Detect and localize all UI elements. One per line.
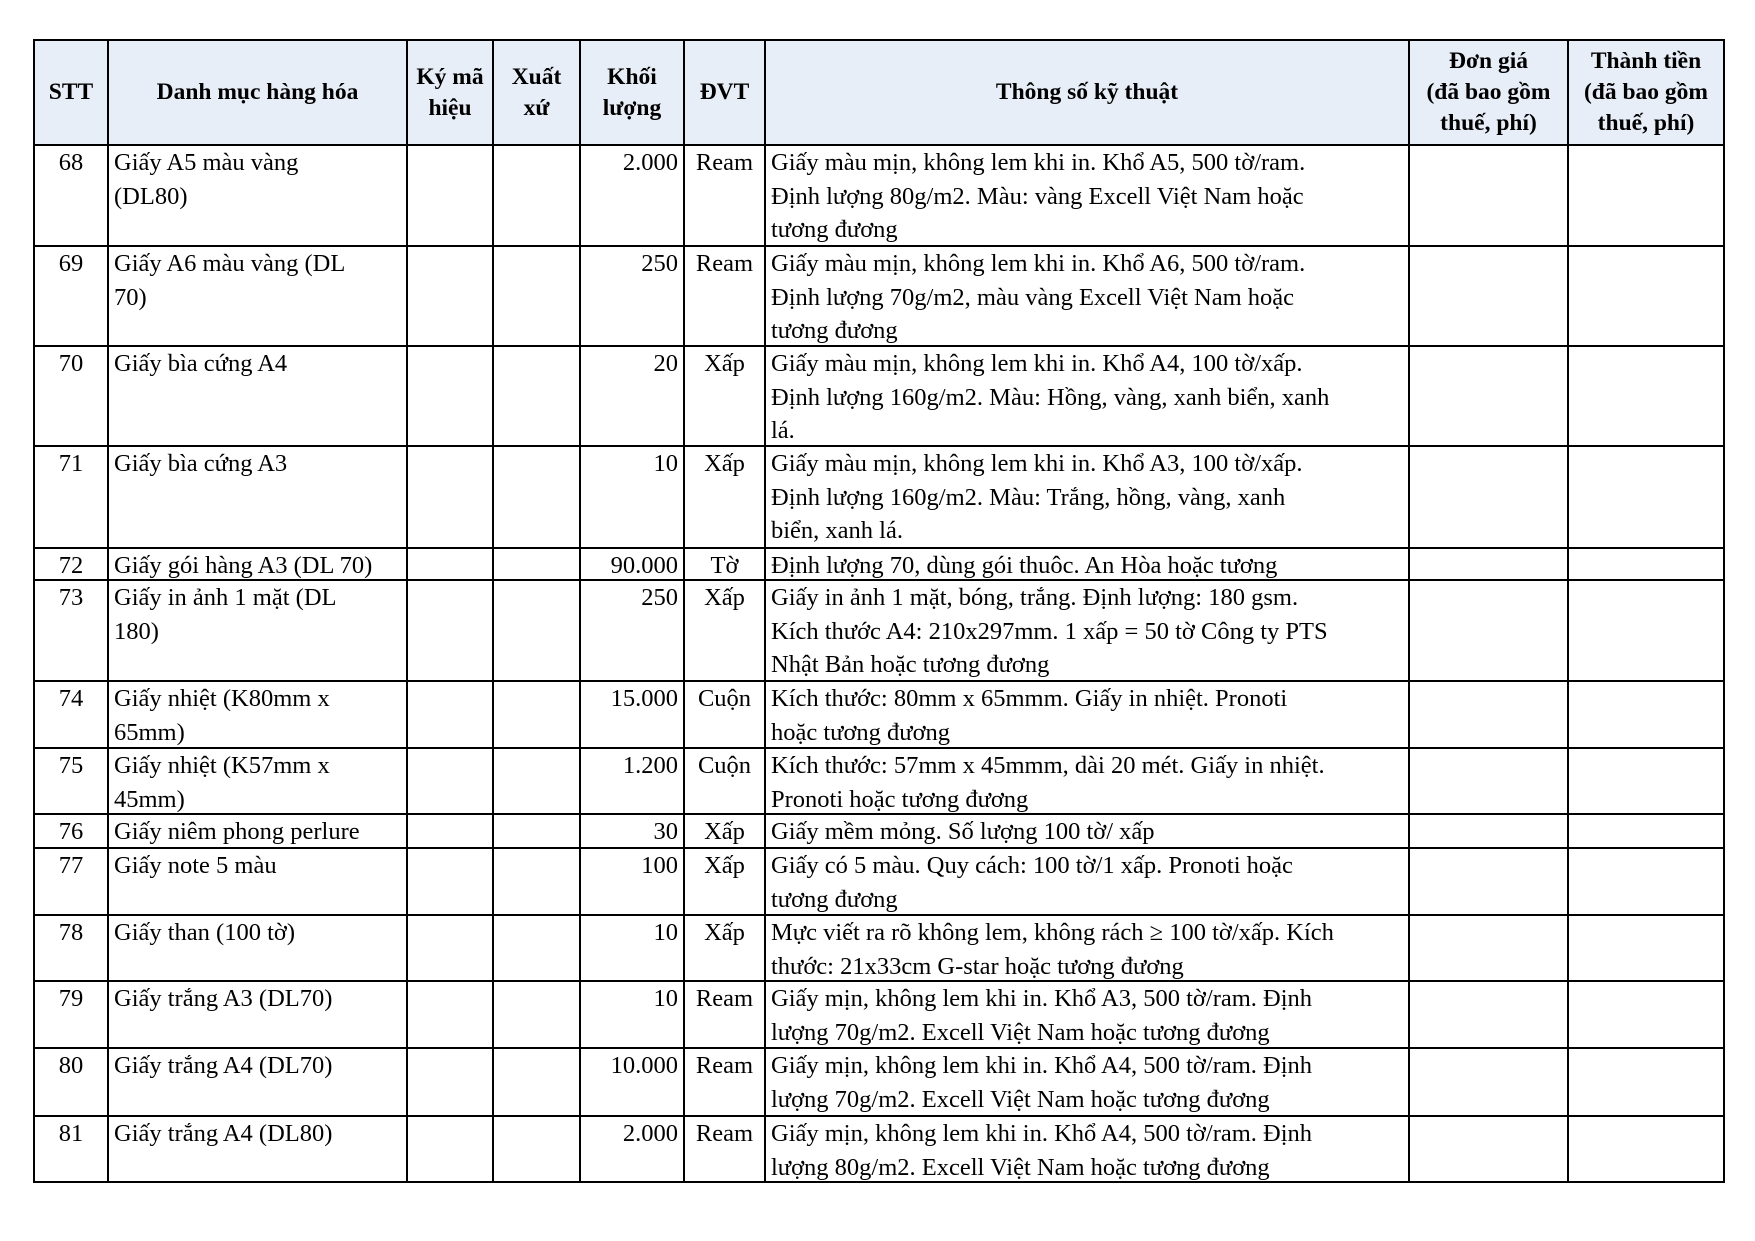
origin-text [499, 682, 574, 747]
table-row [34, 1116, 1724, 1182]
table-row [34, 246, 1724, 346]
name-text: Giấy nhiệt (K57mm x 45mm) [114, 752, 330, 813]
cell-spec [765, 915, 1409, 981]
spec-text: Giấy mịn, không lem khi in. Khổ A4, 500 tờ/ram. Định lượng 80g/m2. Excell Việt Nam hoặc tương đương [771, 1120, 1313, 1181]
cell-unit [684, 1048, 765, 1116]
cell-qty [580, 1116, 684, 1182]
spec-text: Kích thước: 57mm x 45mmm, dài 20 mét. Giấy in nhiệt. Pronoti hoặc tương đương [771, 752, 1325, 813]
cell-origin [493, 1048, 580, 1116]
price-text [1415, 146, 1562, 245]
cell-unit [684, 246, 765, 346]
stt-text: 75 [58, 752, 84, 779]
cell-total [1568, 1048, 1724, 1116]
cell-stt [34, 446, 108, 548]
cell-stt [34, 548, 108, 580]
name-text: Giấy nhiệt (K80mm x 65mm) [114, 685, 330, 746]
cell-code [407, 246, 493, 346]
cell-spec [765, 580, 1409, 681]
cell-origin [493, 681, 580, 748]
cell-price [1409, 915, 1568, 981]
cell-unit [684, 446, 765, 548]
cell-unit [684, 915, 765, 981]
stt-text: 68 [58, 149, 84, 176]
total-text [1574, 815, 1718, 847]
cell-spec [765, 446, 1409, 548]
cell-qty [580, 848, 684, 915]
cell-qty [580, 145, 684, 246]
cell-origin [493, 848, 580, 915]
cell-qty [580, 580, 684, 681]
origin-text [499, 815, 574, 847]
qty-text: 100 [641, 852, 678, 879]
cell-stt [34, 346, 108, 446]
total-text [1574, 849, 1718, 914]
stt-text: 77 [58, 852, 84, 879]
total-text [1574, 916, 1718, 980]
origin-text [499, 749, 574, 813]
total-text [1574, 146, 1718, 245]
cell-code [407, 848, 493, 915]
qty-text: 30 [653, 818, 678, 845]
cell-stt [34, 1116, 108, 1182]
cell-stt [34, 681, 108, 748]
cell-qty [580, 346, 684, 446]
spec-text: Định lượng 70, dùng gói thuôc. An Hòa hoặc tương [771, 552, 1278, 579]
stt-text: 71 [58, 450, 84, 477]
cell-qty [580, 548, 684, 580]
origin-text [499, 1049, 574, 1115]
code-text [413, 982, 487, 1047]
origin-text [499, 347, 574, 445]
origin-text [499, 549, 574, 579]
cell-total [1568, 145, 1724, 246]
cell-unit [684, 814, 765, 848]
qty-text: 10.000 [610, 1052, 678, 1079]
cell-unit [684, 848, 765, 915]
goods-table [33, 39, 1725, 1183]
total-text [1574, 347, 1718, 445]
origin-text [499, 916, 574, 980]
total-text [1574, 982, 1718, 1047]
cell-qty [580, 246, 684, 346]
stt-text: 80 [58, 1052, 84, 1079]
spec-text: Giấy mịn, không lem khi in. Khổ A3, 500 tờ/ram. Định lượng 70g/m2. Excell Việt Nam hoặc tương đương [771, 985, 1313, 1046]
cell-unit [684, 681, 765, 748]
price-text [1415, 916, 1562, 980]
table-row [34, 145, 1724, 246]
cell-spec [765, 681, 1409, 748]
stt-text: 69 [58, 250, 84, 277]
stt-text: 70 [58, 350, 84, 377]
cell-name [108, 915, 407, 981]
cell-code [407, 548, 493, 580]
name-text: Giấy in ảnh 1 mặt (DL 180) [114, 584, 337, 645]
cell-origin [493, 814, 580, 848]
price-text [1415, 682, 1562, 747]
header-row [34, 40, 1724, 145]
table-row [34, 446, 1724, 548]
cell-total [1568, 915, 1724, 981]
cell-qty [580, 915, 684, 981]
qty-text: 2.000 [622, 1120, 678, 1147]
code-text [413, 1049, 487, 1115]
unit-text: Ream [695, 1052, 754, 1079]
header-qty: Khối lượng [580, 40, 684, 145]
origin-text [499, 1117, 574, 1181]
price-text [1415, 447, 1562, 547]
cell-unit [684, 748, 765, 814]
spec-text: Kích thước: 80mm x 65mmm. Giấy in nhiệt. Pronoti hoặc tương đương [771, 685, 1288, 746]
qty-text: 90.000 [610, 552, 678, 579]
qty-text: 10 [653, 450, 678, 477]
unit-text: Xấp [704, 852, 745, 879]
cell-name [108, 145, 407, 246]
cell-price [1409, 1116, 1568, 1182]
unit-text: Xấp [704, 818, 745, 845]
cell-total [1568, 246, 1724, 346]
cell-spec [765, 748, 1409, 814]
code-text [413, 581, 487, 680]
cell-total [1568, 981, 1724, 1048]
code-text [413, 146, 487, 245]
name-text: Giấy trắng A4 (DL70) [114, 1052, 333, 1079]
cell-price [1409, 814, 1568, 848]
cell-spec [765, 814, 1409, 848]
unit-text: Cuộn [697, 685, 752, 712]
unit-text: Xấp [704, 584, 745, 611]
name-text: Giấy trắng A3 (DL70) [114, 985, 333, 1012]
price-text [1415, 1049, 1562, 1115]
price-text [1415, 849, 1562, 914]
total-text [1574, 749, 1718, 813]
stt-text: 74 [58, 685, 84, 712]
table-row [34, 748, 1724, 814]
code-text [413, 1117, 487, 1181]
cell-stt [34, 145, 108, 246]
cell-price [1409, 246, 1568, 346]
unit-text: Xấp [704, 350, 745, 377]
cell-qty [580, 446, 684, 548]
cell-code [407, 814, 493, 848]
unit-text: Tờ [710, 552, 739, 579]
cell-unit [684, 346, 765, 446]
stt-text: 81 [58, 1120, 84, 1147]
stt-text: 76 [58, 818, 84, 845]
cell-unit [684, 580, 765, 681]
name-text: Giấy than (100 tờ) [114, 919, 296, 946]
origin-text [499, 982, 574, 1047]
cell-qty [580, 748, 684, 814]
code-text [413, 447, 487, 547]
total-text [1574, 581, 1718, 680]
cell-code [407, 1116, 493, 1182]
cell-name [108, 246, 407, 346]
cell-name [108, 748, 407, 814]
cell-stt [34, 748, 108, 814]
cell-price [1409, 748, 1568, 814]
name-text: Giấy A5 màu vàng (DL80) [114, 149, 299, 210]
total-text [1574, 682, 1718, 747]
name-text: Giấy niêm phong perlure [114, 818, 360, 845]
cell-code [407, 145, 493, 246]
cell-price [1409, 446, 1568, 548]
cell-name [108, 681, 407, 748]
origin-text [499, 447, 574, 547]
name-text: Giấy bìa cứng A4 [114, 350, 288, 377]
cell-total [1568, 446, 1724, 548]
unit-text: Xấp [704, 450, 745, 477]
price-text [1415, 247, 1562, 345]
cell-price [1409, 981, 1568, 1048]
cell-price [1409, 580, 1568, 681]
cell-unit [684, 548, 765, 580]
header-total: Thành tiền (đã bao gồm thuế, phí) [1568, 40, 1724, 145]
cell-code [407, 748, 493, 814]
table-row [34, 981, 1724, 1048]
cell-code [407, 580, 493, 681]
name-text: Giấy note 5 màu [114, 852, 277, 879]
table-row [34, 580, 1724, 681]
total-text [1574, 1049, 1718, 1115]
name-text: Giấy gói hàng A3 (DL 70) [114, 552, 373, 579]
cell-name [108, 1048, 407, 1116]
cell-spec [765, 145, 1409, 246]
cell-origin [493, 580, 580, 681]
header-code: Ký mã hiệu [407, 40, 493, 145]
name-text: Giấy trắng A4 (DL80) [114, 1120, 333, 1147]
cell-stt [34, 1048, 108, 1116]
cell-code [407, 981, 493, 1048]
cell-unit [684, 145, 765, 246]
cell-total [1568, 814, 1724, 848]
cell-code [407, 446, 493, 548]
cell-stt [34, 246, 108, 346]
cell-name [108, 814, 407, 848]
cell-stt [34, 848, 108, 915]
spec-text: Giấy có 5 màu. Quy cách: 100 tờ/1 xấp. Pronoti hoặc tương đương [771, 852, 1293, 913]
cell-spec [765, 981, 1409, 1048]
qty-text: 250 [641, 584, 678, 611]
table-row [34, 915, 1724, 981]
qty-text: 10 [653, 985, 678, 1012]
table-row [34, 681, 1724, 748]
cell-qty [580, 1048, 684, 1116]
table-row [34, 1048, 1724, 1116]
qty-text: 20 [653, 350, 678, 377]
cell-price [1409, 145, 1568, 246]
cell-total [1568, 748, 1724, 814]
code-text [413, 815, 487, 847]
cell-unit [684, 1116, 765, 1182]
cell-name [108, 848, 407, 915]
cell-total [1568, 548, 1724, 580]
code-text [413, 749, 487, 813]
cell-code [407, 915, 493, 981]
spec-text: Mực viết ra rõ không lem, không rách ≥ 100 tờ/xấp. Kích thước: 21x33cm G-star hoặc tương đương [771, 919, 1334, 980]
code-text [413, 549, 487, 579]
cell-origin [493, 145, 580, 246]
stt-text: 79 [58, 985, 84, 1012]
cell-price [1409, 1048, 1568, 1116]
header-spec: Thông số kỹ thuật [765, 40, 1409, 145]
cell-qty [580, 681, 684, 748]
cell-price [1409, 681, 1568, 748]
cell-total [1568, 1116, 1724, 1182]
cell-price [1409, 346, 1568, 446]
cell-stt [34, 814, 108, 848]
table-row [34, 346, 1724, 446]
cell-stt [34, 981, 108, 1048]
total-text [1574, 549, 1718, 579]
cell-origin [493, 246, 580, 346]
cell-name [108, 1116, 407, 1182]
cell-total [1568, 346, 1724, 446]
cell-name [108, 548, 407, 580]
cell-code [407, 1048, 493, 1116]
cell-spec [765, 246, 1409, 346]
cell-unit [684, 981, 765, 1048]
cell-spec [765, 548, 1409, 580]
price-text [1415, 581, 1562, 680]
cell-origin [493, 1116, 580, 1182]
origin-text [499, 146, 574, 245]
code-text [413, 247, 487, 345]
name-text: Giấy A6 màu vàng (DL 70) [114, 250, 346, 311]
spec-text: Giấy mềm mỏng. Số lượng 100 tờ/ xấp [771, 818, 1155, 845]
cell-stt [34, 915, 108, 981]
table-row [34, 848, 1724, 915]
price-text [1415, 1117, 1562, 1181]
cell-spec [765, 1116, 1409, 1182]
unit-text: Cuộn [697, 752, 752, 779]
code-text [413, 347, 487, 445]
total-text [1574, 447, 1718, 547]
price-text [1415, 982, 1562, 1047]
spec-text: Giấy mịn, không lem khi in. Khổ A4, 500 tờ/ram. Định lượng 70g/m2. Excell Việt Nam hoặc tương đương [771, 1052, 1313, 1113]
spec-text: Giấy màu mịn, không lem khi in. Khổ A3, 100 tờ/xấp. Định lượng 160g/m2. Màu: Trắng, hồng, vàng, xanh biển, xanh lá. [771, 450, 1303, 544]
unit-text: Ream [695, 149, 754, 176]
cell-origin [493, 981, 580, 1048]
qty-text: 10 [653, 919, 678, 946]
cell-origin [493, 915, 580, 981]
cell-name [108, 446, 407, 548]
cell-code [407, 681, 493, 748]
code-text [413, 916, 487, 980]
unit-text: Ream [695, 985, 754, 1012]
cell-stt [34, 580, 108, 681]
header-price: Đơn giá (đã bao gồm thuế, phí) [1409, 40, 1568, 145]
cell-code [407, 346, 493, 446]
cell-total [1568, 848, 1724, 915]
qty-text: 2.000 [622, 149, 678, 176]
header-origin: Xuất xứ [493, 40, 580, 145]
spec-text: Giấy màu mịn, không lem khi in. Khổ A4, 100 tờ/xấp. Định lượng 160g/m2. Màu: Hồng, vàng, xanh biển, xanh lá. [771, 350, 1330, 444]
unit-text: Ream [695, 1120, 754, 1147]
total-text [1574, 247, 1718, 345]
origin-text [499, 849, 574, 914]
price-text [1415, 815, 1562, 847]
price-text [1415, 549, 1562, 579]
cell-name [108, 346, 407, 446]
header-unit: ĐVT [684, 40, 765, 145]
origin-text [499, 247, 574, 345]
table-row [34, 814, 1724, 848]
qty-text: 1.200 [622, 752, 678, 779]
origin-text [499, 581, 574, 680]
table-row [34, 548, 1724, 580]
cell-name [108, 981, 407, 1048]
stt-text: 78 [58, 919, 84, 946]
stt-text: 73 [58, 584, 84, 611]
cell-price [1409, 548, 1568, 580]
cell-qty [580, 814, 684, 848]
unit-text: Ream [695, 250, 754, 277]
total-text [1574, 1117, 1718, 1181]
cell-origin [493, 548, 580, 580]
spec-text: Giấy màu mịn, không lem khi in. Khổ A5, 500 tờ/ram. Định lượng 80g/m2. Màu: vàng Excell Việt Nam hoặc tương đương [771, 149, 1306, 243]
cell-price [1409, 848, 1568, 915]
qty-text: 15.000 [610, 685, 678, 712]
spec-text: Giấy màu mịn, không lem khi in. Khổ A6, 500 tờ/ram. Định lượng 70g/m2, màu vàng Excell Việt Nam hoặc tương đương [771, 250, 1306, 344]
spec-text: Giấy in ảnh 1 mặt, bóng, trắng. Định lượng: 180 gsm. Kích thước A4: 210x297mm. 1 xấp = 50 tờ Công ty PTS Nhật Bản hoặc tương đương [771, 584, 1328, 678]
cell-origin [493, 748, 580, 814]
price-text [1415, 347, 1562, 445]
price-text [1415, 749, 1562, 813]
cell-spec [765, 848, 1409, 915]
header-stt: STT [34, 40, 108, 145]
stt-text: 72 [58, 552, 84, 579]
code-text [413, 849, 487, 914]
cell-origin [493, 446, 580, 548]
qty-text: 250 [641, 250, 678, 277]
cell-total [1568, 580, 1724, 681]
cell-spec [765, 1048, 1409, 1116]
cell-origin [493, 346, 580, 446]
name-text: Giấy bìa cứng A3 [114, 450, 288, 477]
cell-qty [580, 981, 684, 1048]
cell-name [108, 580, 407, 681]
code-text [413, 682, 487, 747]
header-name: Danh mục hàng hóa [108, 40, 407, 145]
cell-spec [765, 346, 1409, 446]
unit-text: Xấp [704, 919, 745, 946]
cell-total [1568, 681, 1724, 748]
